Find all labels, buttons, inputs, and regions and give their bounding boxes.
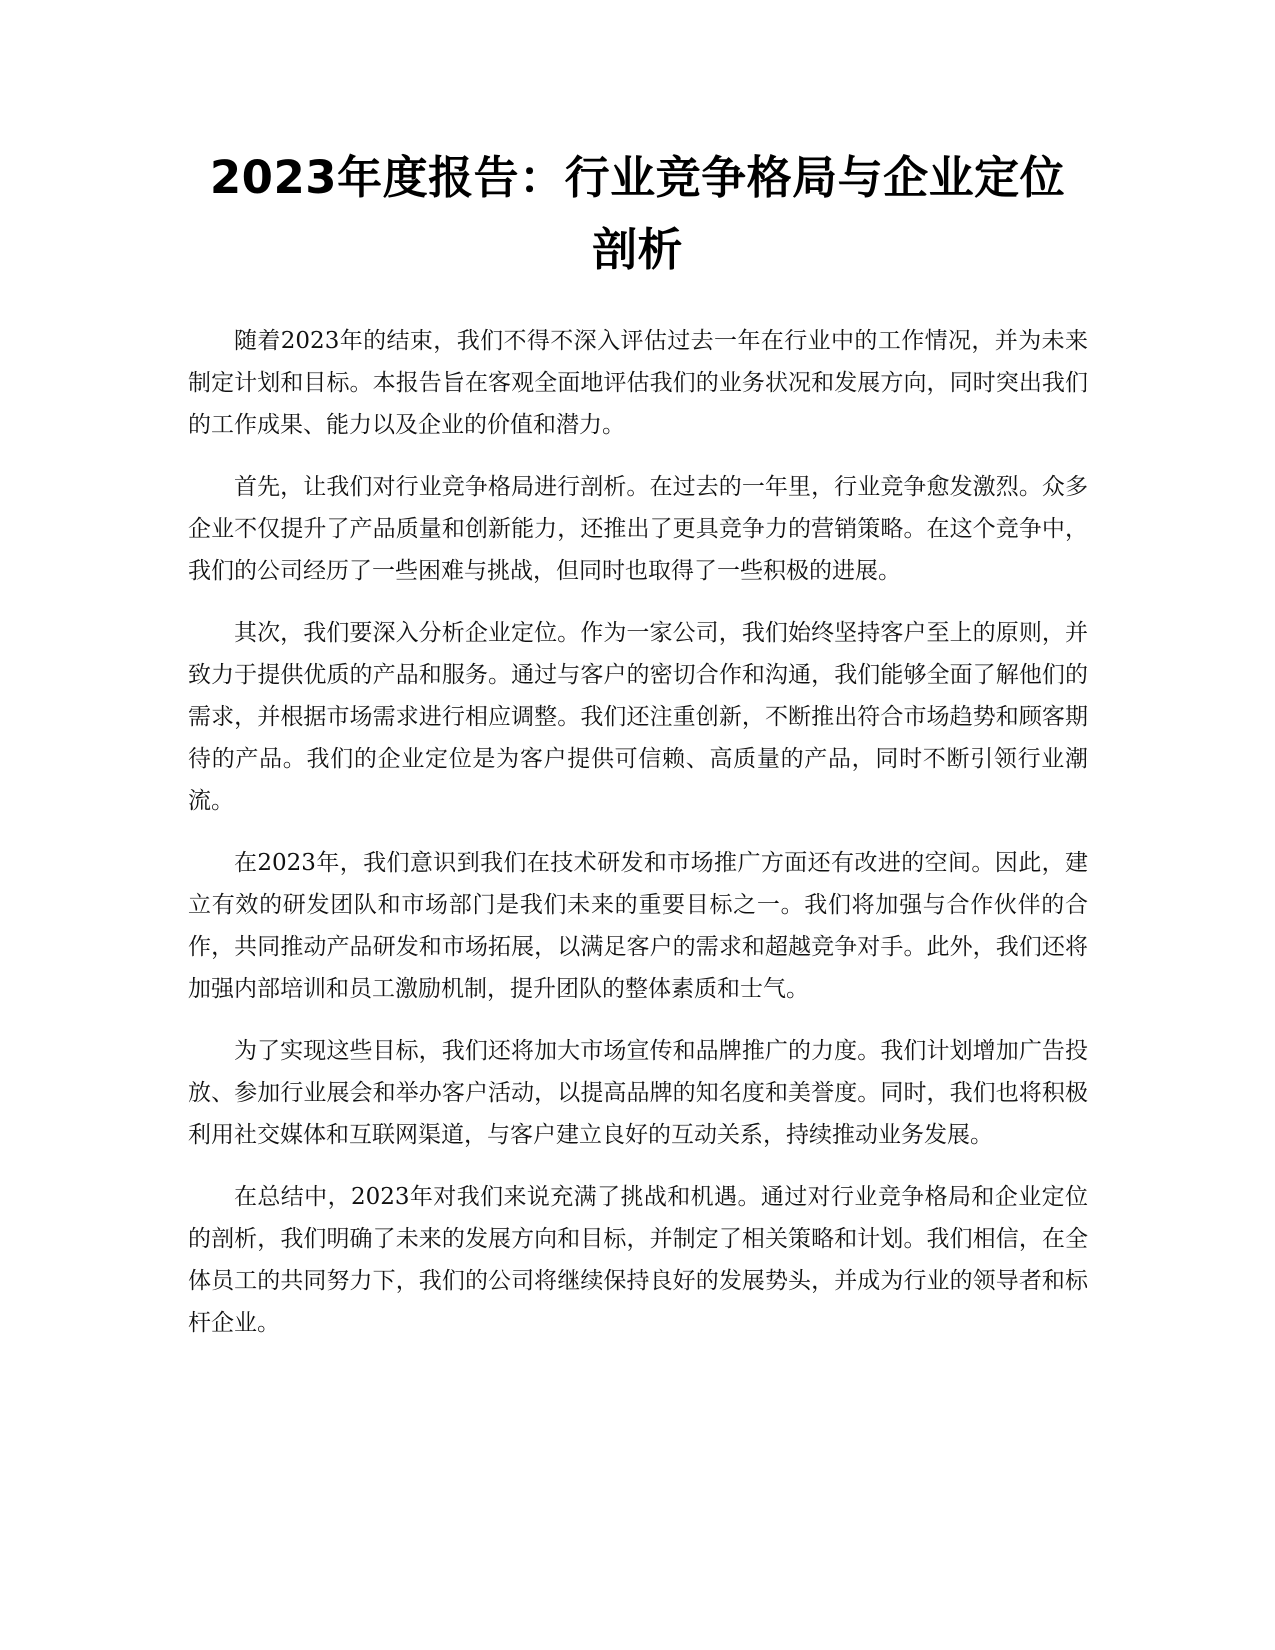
paragraph-intro: 随着2023年的结束，我们不得不深入评估过去一年在行业中的工作情况，并为未来制定计划和目标。本报告旨在客观全面地评估我们的业务状况和发展方向，同时突出我们的工作成果、能力以及企业的价值和潜力。 <box>188 328 1088 438</box>
document-title: 2023年度报告：行业竞争格局与企业定位剖析 <box>209 151 1066 276</box>
paragraph-marketing: 为了实现这些目标，我们还将加大市场宣传和品牌推广的力度。我们计划增加广告投放、参加行业展会和举办客户活动，以提高品牌的知名度和美誉度。同时，我们也将积极利用社交媒体和互联网渠道，与客户建立良好的互动关系，持续推动业务发展。 <box>188 1038 1088 1148</box>
document-body <box>188 320 1088 1364</box>
paragraph-competition: 首先，让我们对行业竞争格局进行剖析。在过去的一年里，行业竞争愈发激烈。众多企业不仅提升了产品质量和创新能力，还推出了更具竞争力的营销策略。在这个竞争中，我们的公司经历了一些困难与挑战，但同时也取得了一些积极的进展。 <box>188 474 1088 584</box>
paragraph-improvement: 在2023年，我们意识到我们在技术研发和市场推广方面还有改进的空间。因此，建立有效的研发团队和市场部门是我们未来的重要目标之一。我们将加强与合作伙伴的合作，共同推动产品研发和市场拓展，以满足客户的需求和超越竞争对手。此外，我们还将加强内部培训和员工激励机制，提升团队的整体素质和士气。 <box>188 850 1088 1002</box>
paragraph-summary: 在总结中，2023年对我们来说充满了挑战和机遇。通过对行业竞争格局和企业定位的剖析，我们明确了未来的发展方向和目标，并制定了相关策略和计划。我们相信，在全体员工的共同努力下，我们的公司将继续保持良好的发展势头，并成为行业的领导者和标杆企业。 <box>188 1184 1088 1336</box>
paragraph-positioning: 其次，我们要深入分析企业定位。作为一家公司，我们始终坚持客户至上的原则，并致力于提供优质的产品和服务。通过与客户的密切合作和沟通，我们能够全面了解他们的需求，并根据市场需求进行相应调整。我们还注重创新，不断推出符合市场趋势和顾客期待的产品。我们的企业定位是为客户提供可信赖、高质量的产品，同时不断引领行业潮流。 <box>188 620 1088 814</box>
